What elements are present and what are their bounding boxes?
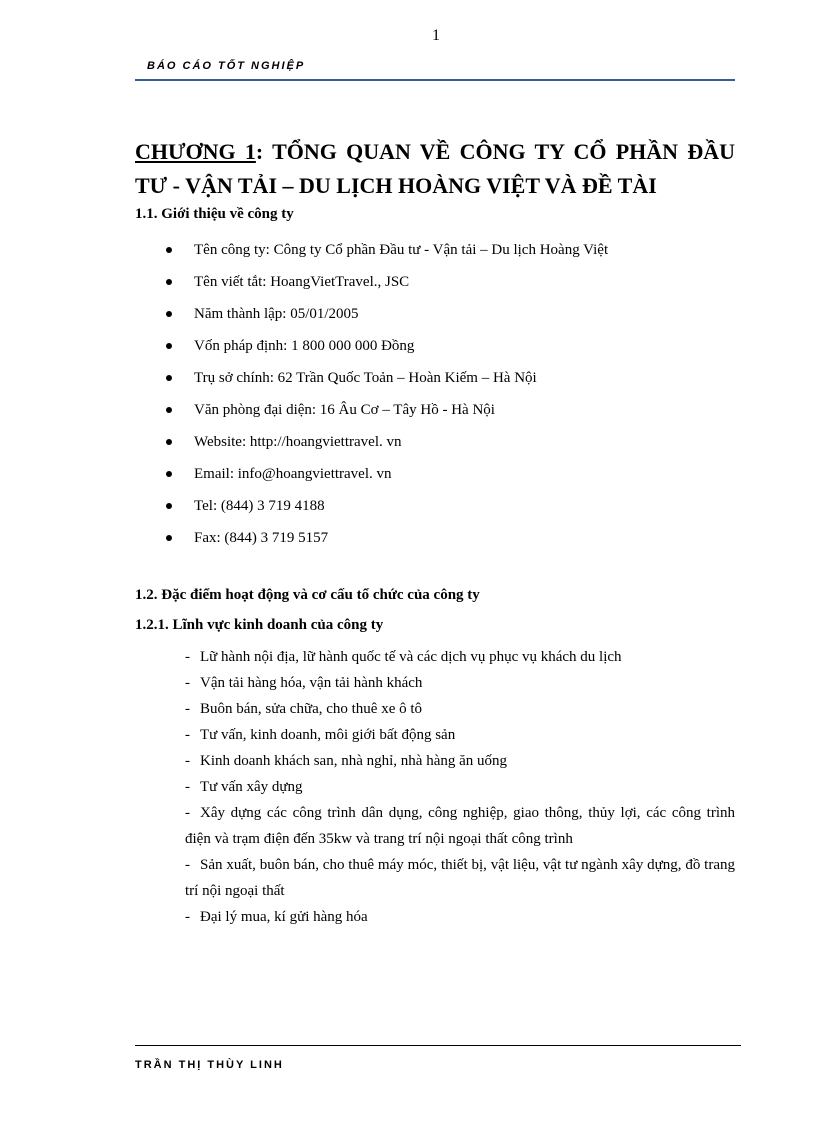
list-item: Tel: (844) 3 719 4188 xyxy=(166,490,608,522)
list-item: Tên công ty: Công ty Cổ phần Đầu tư - Vận tải – Du lịch Hoàng Việt xyxy=(166,234,608,266)
dash-marker: - xyxy=(185,649,190,665)
list-item: Tên viết tắt: HoangVietTravel., JSC xyxy=(166,266,608,298)
list-item xyxy=(185,852,735,904)
list-item xyxy=(185,774,735,800)
list-item xyxy=(185,670,735,696)
list-item-text: Tư vấn xây dựng xyxy=(200,779,303,795)
list-item: Văn phòng đại diện: 16 Âu Cơ – Tây Hồ - Hà Nội xyxy=(166,394,608,426)
dash-marker: - xyxy=(185,701,190,717)
dash-marker: - xyxy=(185,805,190,821)
list-item: Email: info@hoangviettravel. vn xyxy=(166,458,608,490)
list-item: Website: http://hoangviettravel. vn xyxy=(166,426,608,458)
chapter-title-text: : TỔNG QUAN VỀ CÔNG TY CỔ PHẦN ĐẦU TƯ - VẬN TẢI – DU LỊCH HOÀNG VIỆT VÀ ĐỀ TÀI xyxy=(135,139,735,198)
business-fields-list xyxy=(185,644,735,930)
footer-author-name: TRẦN THỊ THÙY LINH xyxy=(135,1059,284,1071)
list-item xyxy=(185,696,735,722)
dash-marker: - xyxy=(185,675,190,691)
dash-marker: - xyxy=(185,779,190,795)
list-item-text: Tư vấn, kinh doanh, môi giới bất động sản xyxy=(200,727,456,743)
list-item-text: Lữ hành nội địa, lữ hành quốc tế và các dịch vụ phục vụ khách du lịch xyxy=(200,649,622,665)
dash-marker: - xyxy=(185,727,190,743)
list-item xyxy=(185,722,735,748)
list-item: Trụ sở chính: 62 Trần Quốc Toản – Hoàn Kiếm – Hà Nội xyxy=(166,362,608,394)
list-item: Fax: (844) 3 719 5157 xyxy=(166,522,608,554)
dash-marker: - xyxy=(185,753,190,769)
list-item xyxy=(185,748,735,774)
page-number: 1 xyxy=(432,27,440,44)
list-item-text: Vận tải hàng hóa, vận tải hành khách xyxy=(200,675,423,691)
list-item: Năm thành lập: 05/01/2005 xyxy=(166,298,608,330)
list-item-text: Đại lý mua, kí gửi hàng hóa xyxy=(200,909,368,925)
section-heading-1-1: 1.1. Giới thiệu về công ty xyxy=(135,206,294,222)
list-item-text: Kinh doanh khách san, nhà nghỉ, nhà hàng ăn uống xyxy=(200,753,508,769)
list-item-text: Xây dựng các công trình dân dụng, công nghiệp, giao thông, thủy lợi, các công trình điện và trạm điện đến 35kw và trang trí nội ngoại thất công trình xyxy=(185,805,735,847)
header-divider xyxy=(135,79,735,81)
list-item-text: Buôn bán, sửa chữa, cho thuê xe ô tô xyxy=(200,701,423,717)
chapter-title xyxy=(135,135,735,203)
list-item xyxy=(185,800,735,852)
list-item xyxy=(185,644,735,670)
company-info-list xyxy=(166,234,608,554)
chapter-number: CHƯƠNG 1 xyxy=(135,139,256,164)
list-item xyxy=(185,904,735,930)
header-title: BÁO CÁO TỐT NGHIỆP xyxy=(147,60,306,72)
section-heading-1-2: 1.2. Đặc điểm hoạt động và cơ cấu tổ chức của công ty xyxy=(135,587,480,603)
dash-marker: - xyxy=(185,909,190,925)
dash-marker: - xyxy=(185,857,190,873)
list-item-text: Sản xuất, buôn bán, cho thuê máy móc, thiết bị, vật liệu, vật tư ngành xây dựng, đồ trang trí nội ngoại thất xyxy=(185,857,735,899)
section-heading-1-2-1: 1.2.1. Lĩnh vực kinh doanh của công ty xyxy=(135,617,384,633)
list-item: Vốn pháp định: 1 800 000 000 Đồng xyxy=(166,330,608,362)
footer-divider xyxy=(135,1045,741,1046)
